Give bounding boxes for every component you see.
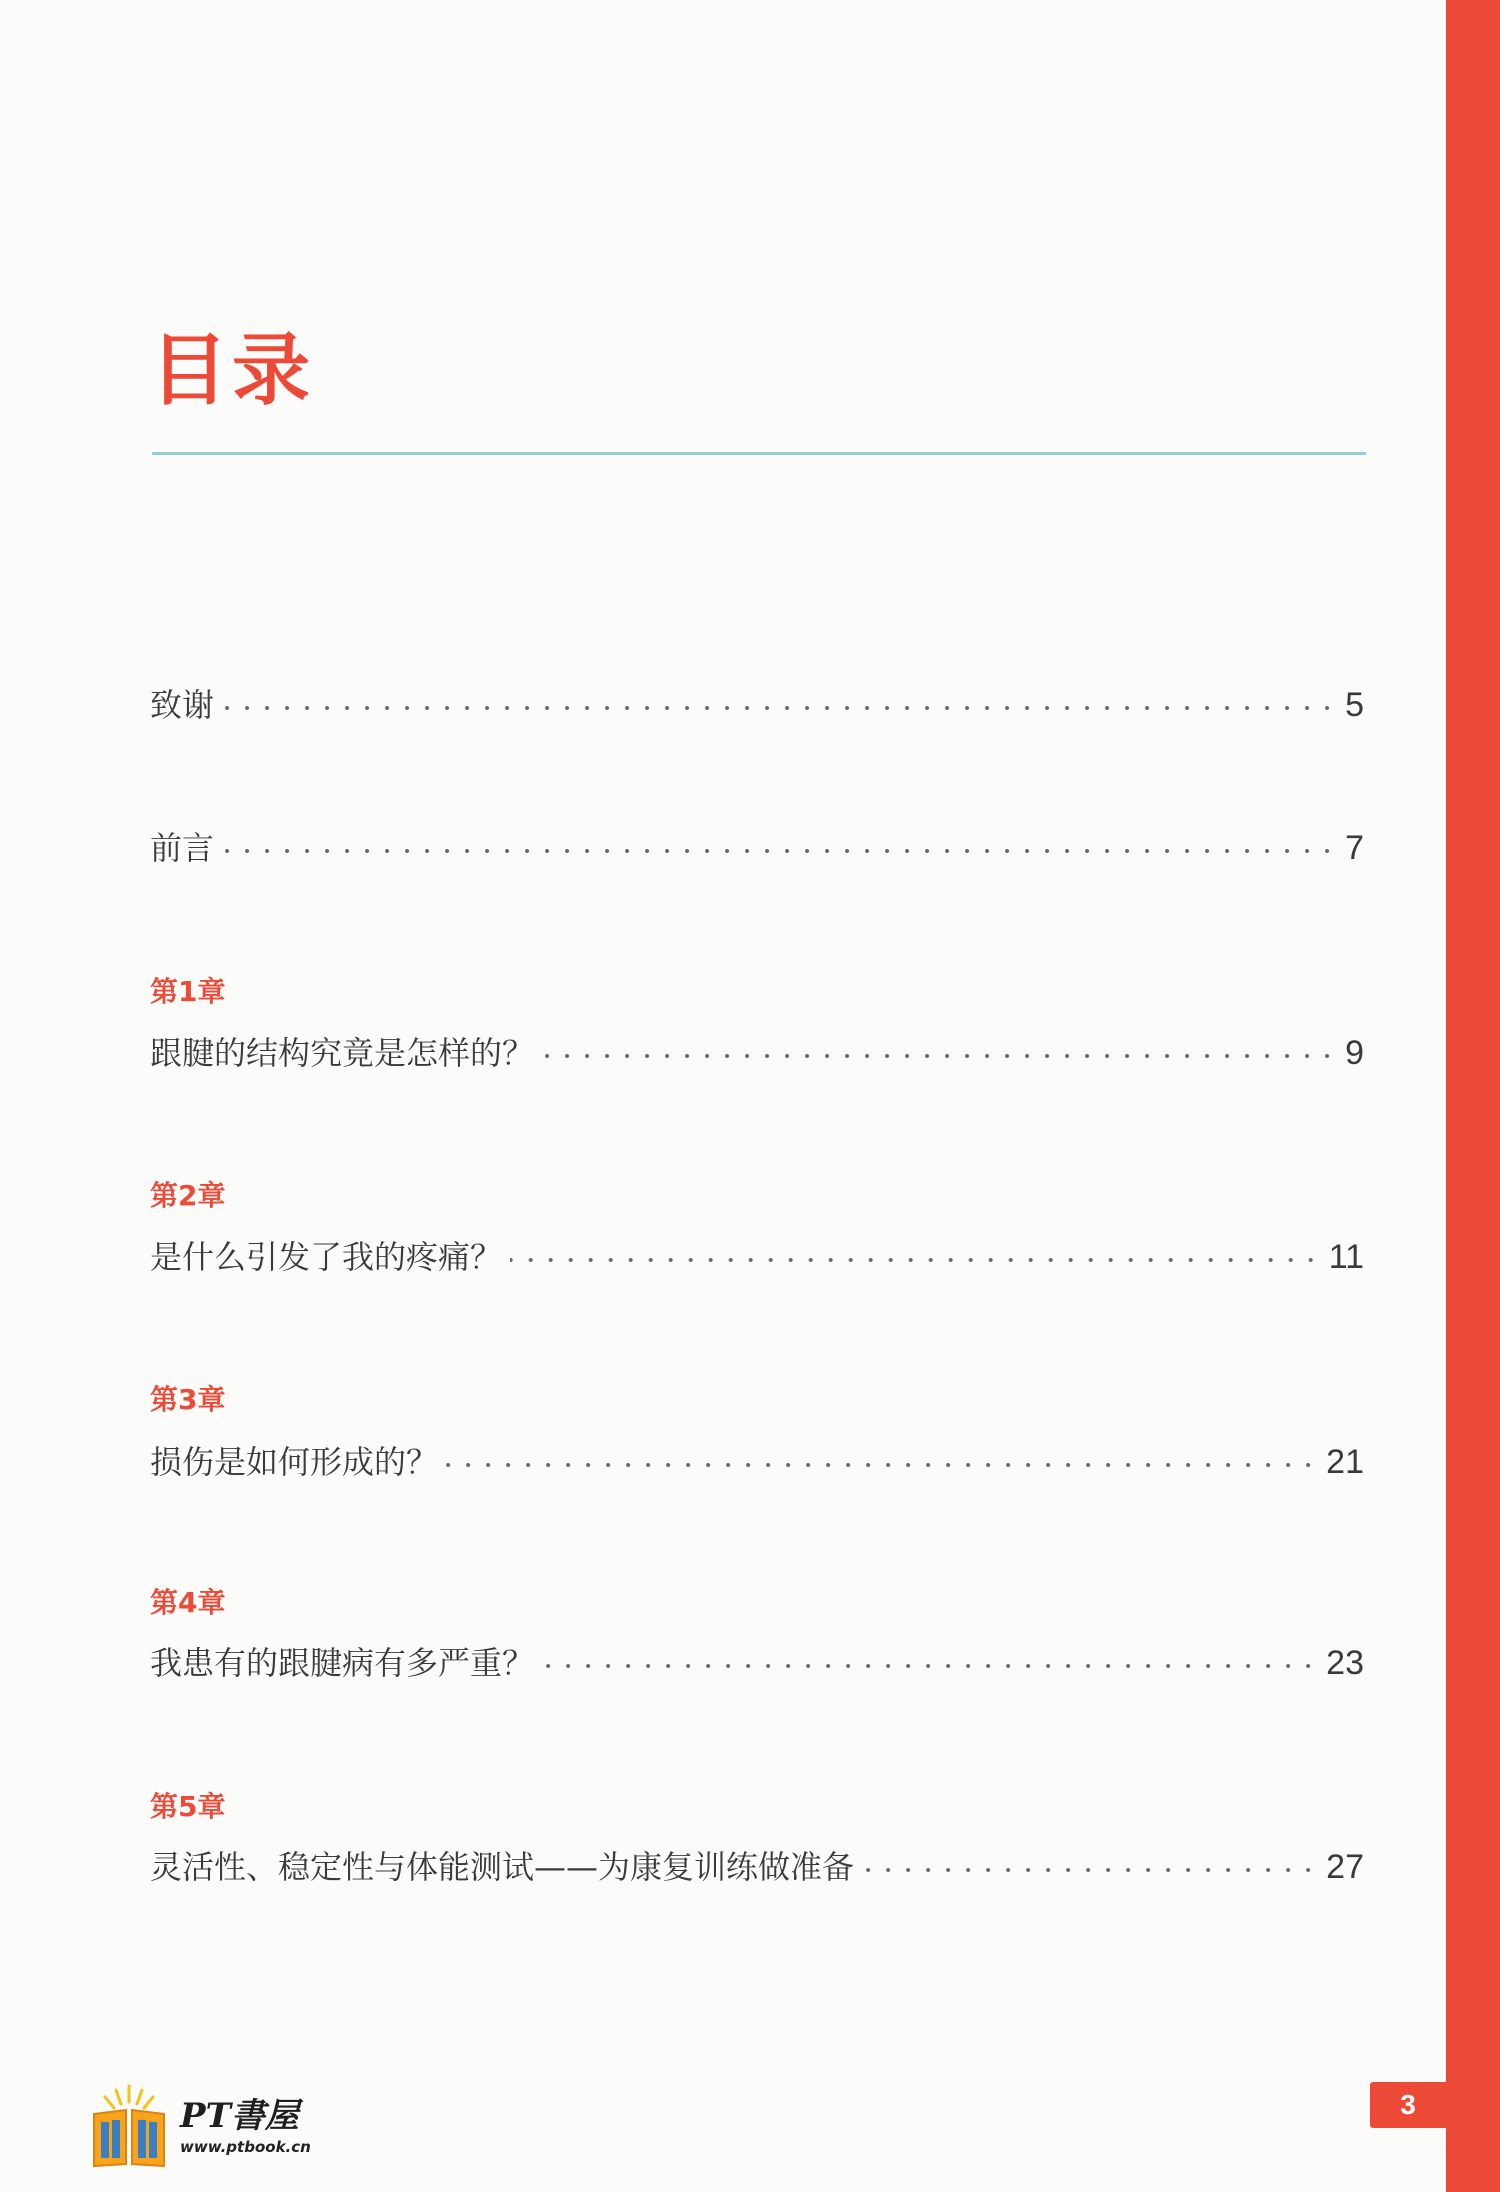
toc-entry-page: 27 (1326, 1848, 1364, 1886)
chapter-label-3: 第3章 (150, 1383, 226, 1416)
toc-entry-page: 5 (1345, 686, 1364, 724)
toc-entry-chapter-1[interactable] (150, 1028, 1364, 1072)
toc-entry-title: 跟腱的结构究竟是怎样的？ (150, 1034, 535, 1072)
side-color-band (1446, 0, 1500, 2192)
watermark-logo-text: PT書屋 (180, 2096, 299, 2136)
toc-entry-title: 灵活性、稳定性与体能测试——为康复训练做准备 (150, 1848, 855, 1886)
watermark-logo (88, 2080, 338, 2172)
chapter-label-4: 第4章 (150, 1586, 226, 1619)
toc-entry-page: 9 (1345, 1034, 1364, 1072)
dot-leader (222, 706, 1337, 710)
toc-entry-acknowledgements[interactable] (150, 680, 1364, 724)
toc-entry-chapter-3[interactable] (150, 1437, 1364, 1481)
toc-entry-chapter-4[interactable] (150, 1638, 1364, 1682)
chapter-label-2: 第2章 (150, 1179, 226, 1212)
watermark-url: www.ptbook.cn (180, 2138, 311, 2156)
toc-entry-page: 11 (1328, 1238, 1364, 1276)
open-book-icon (88, 2080, 170, 2170)
toc-entry-page: 23 (1326, 1644, 1364, 1682)
dot-leader (862, 1868, 1318, 1872)
toc-entry-chapter-5[interactable] (150, 1842, 1364, 1886)
title-divider (152, 452, 1366, 455)
dot-leader (446, 1463, 1318, 1467)
toc-entry-title: 我患有的跟腱病有多严重？ (150, 1644, 535, 1682)
toc-entry-title: 损伤是如何形成的？ (150, 1443, 439, 1481)
dot-leader (510, 1258, 1321, 1262)
toc-entry-page: 7 (1345, 829, 1364, 867)
toc-entry-title: 是什么引发了我的疼痛？ (150, 1238, 503, 1276)
toc-entry-title: 致谢 (150, 686, 215, 724)
chapter-label-1: 第1章 (150, 975, 226, 1008)
toc-entry-page: 21 (1326, 1443, 1364, 1481)
page-number-badge: 3 (1370, 2082, 1446, 2128)
dot-leader (222, 849, 1337, 853)
toc-entry-chapter-2[interactable] (150, 1232, 1364, 1276)
page-title: 目录 (150, 326, 315, 416)
toc-entry-title: 前言 (150, 829, 215, 867)
chapter-label-5: 第5章 (150, 1790, 226, 1823)
dot-leader (542, 1664, 1318, 1668)
dot-leader (542, 1054, 1337, 1058)
toc-entry-preface[interactable] (150, 823, 1364, 867)
